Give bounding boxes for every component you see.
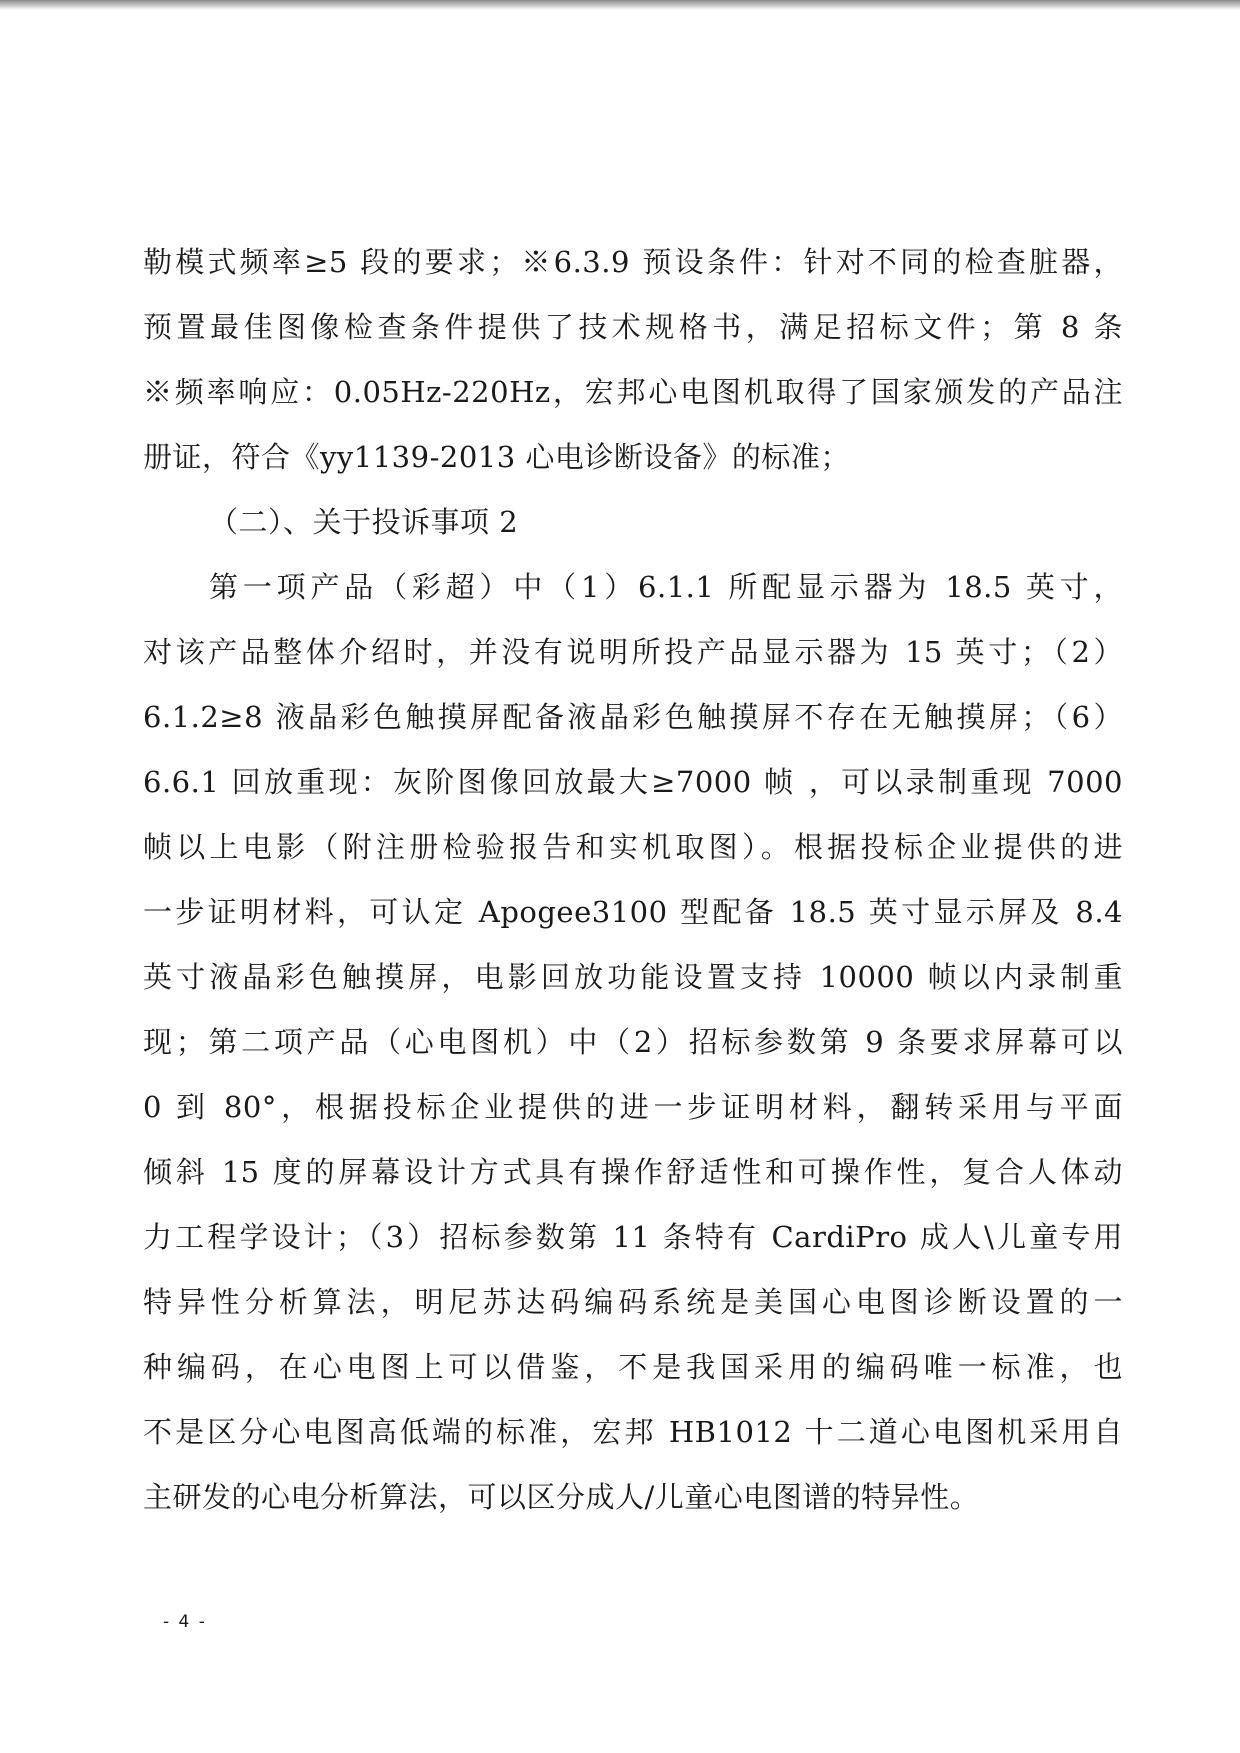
- text-line: 不是区分心电图高低端的标准，宏邦 HB1012 十二道心电图机采用自: [143, 1415, 1123, 1449]
- text-line: 力工程学设计；（3）招标参数第 11 条特有 CardiPro 成人\儿童专用: [143, 1220, 1123, 1254]
- document-body: [143, 240, 1123, 1540]
- text-line: 对该产品整体介绍时，并没有说明所投产品显示器为 15 英寸；（2）: [143, 635, 1123, 669]
- scan-top-edge: [0, 0, 1240, 10]
- text-line: 6.6.1 回放重现：灰阶图像回放最大≥7000 帧 ，可以录制重现 7000: [143, 765, 1123, 799]
- text-line: 英寸液晶彩色触摸屏，电影回放功能设置支持 10000 帧以内录制重: [143, 960, 1123, 994]
- page-number: - 4 -: [163, 1612, 207, 1632]
- text-line: 倾斜 15 度的屏幕设计方式具有操作舒适性和可操作性，复合人体动: [143, 1155, 1123, 1189]
- text-line: 勒模式频率≥5 段的要求；※6.3.9 预设条件：针对不同的检查脏器，: [143, 245, 1123, 279]
- text-line: 帧以上电影（附注册检验报告和实机取图）。根据投标企业提供的进: [143, 830, 1123, 864]
- text-line: 册证，符合《yy1139-2013 心电诊断设备》的标准；: [143, 440, 850, 474]
- text-line: 种编码，在心电图上可以借鉴，不是我国采用的编码唯一标准，也: [143, 1350, 1123, 1384]
- text-line: 6.1.2≥8 液晶彩色触摸屏配备液晶彩色触摸屏不存在无触摸屏；（6）: [143, 700, 1123, 734]
- text-line: ※频率响应：0.05Hz-220Hz，宏邦心电图机取得了国家颁发的产品注: [143, 375, 1123, 409]
- text-line: 现；第二项产品（心电图机）中（2）招标参数第 9 条要求屏幕可以: [143, 1025, 1123, 1059]
- section-heading: （二）、关于投诉事项 2: [209, 505, 519, 539]
- text-line: 特异性分析算法，明尼苏达码编码系统是美国心电图诊断设置的一: [143, 1285, 1123, 1319]
- text-line: 一步证明材料，可认定 Apogee3100 型配备 18.5 英寸显示屏及 8.4: [143, 895, 1123, 929]
- text-line: 第一项产品（彩超）中（1）6.1.1 所配显示器为 18.5 英寸，: [209, 570, 1123, 604]
- text-line: 主研发的心电分析算法，可以区分成人/儿童心电图谱的特异性。: [143, 1480, 980, 1514]
- text-line: 预置最佳图像检查条件提供了技术规格书，满足招标文件；第 8 条: [143, 310, 1123, 344]
- text-line: 0 到 80°，根据投标企业提供的进一步证明材料，翻转采用与平面: [143, 1090, 1123, 1124]
